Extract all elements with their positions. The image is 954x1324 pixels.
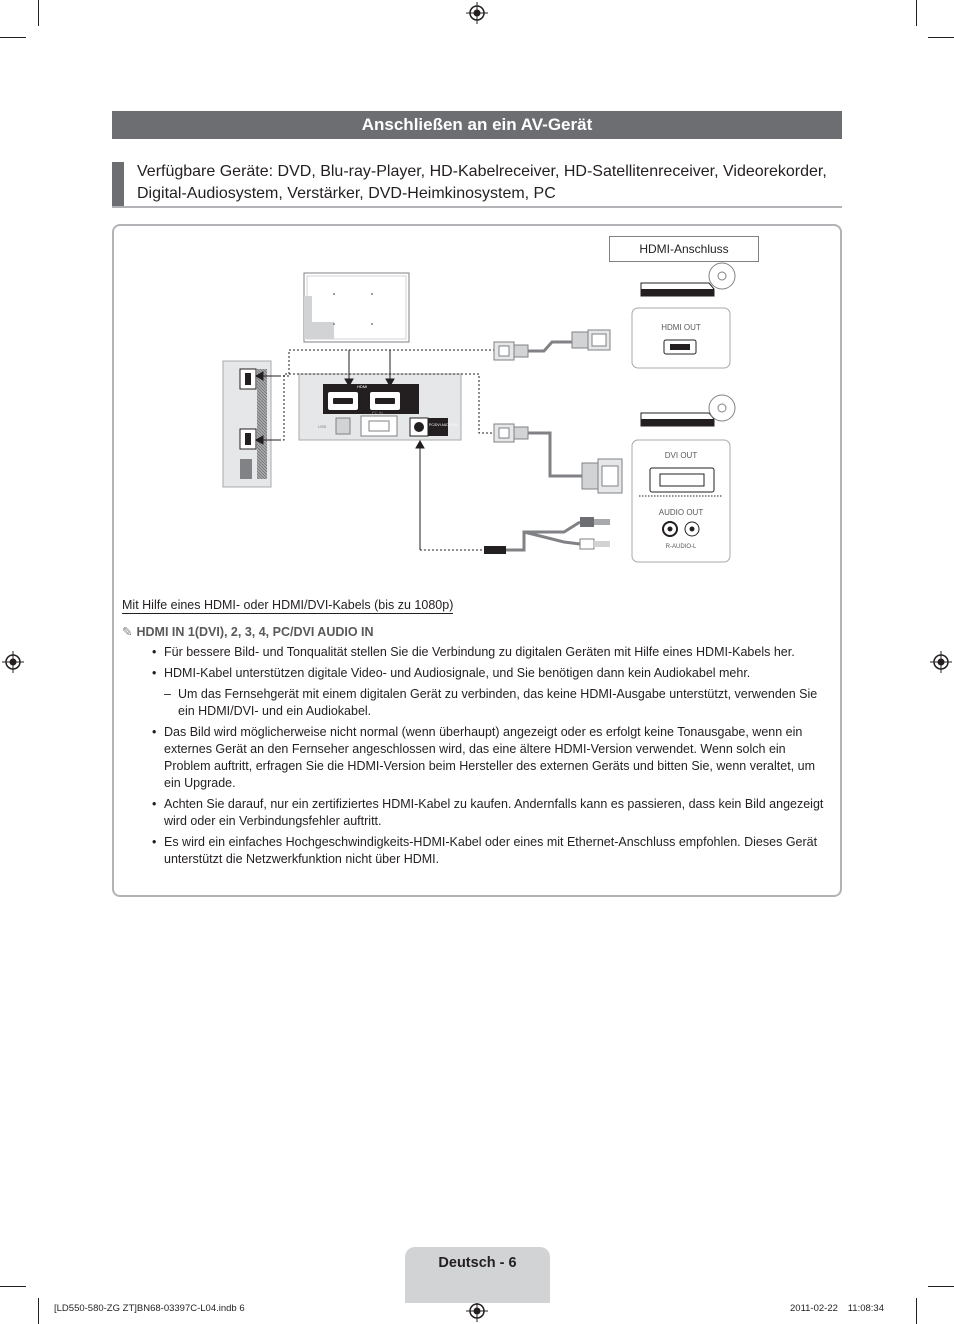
audio-rl-label: R-AUDIO-L (665, 544, 697, 550)
connection-diagram (114, 226, 840, 586)
pencil-icon: ✎ (122, 625, 133, 639)
available-devices-text: Verfügbare Geräte: DVD, Blu-ray-Player, HD-Kabelreceiver, HD-Satellitenreceiver, Videorekorder, Digital-Audiosystem, Verstärker, DVD-Heimkinosystem, PC (137, 163, 827, 202)
crop-mark (928, 37, 954, 38)
list-item: • Für bessere Bild- und Tonqualität stellen Sie die Verbindung zu digitalen Geräten mit Hilfe eines HDMI-Kabels her. (152, 644, 832, 661)
file-info: [LD550-580-ZG ZT]BN68-03397C-L04.indb 6 (54, 1303, 245, 1314)
tv-side-panel (223, 361, 271, 487)
list-item: • Es wird ein einfaches Hochgeschwindigkeits-HDMI-Kabel oder eines mit Ethernet-Anschluss empfohlen. Dieses Gerät unterstützt die Netzwerkfunktion nicht über HDMI. (152, 834, 832, 868)
crop-mark (0, 1286, 26, 1287)
cable-caption (122, 598, 453, 612)
dvd-player-icon-1 (641, 263, 735, 296)
registration-mark-icon (2, 651, 24, 673)
cable-caption-text: Mit Hilfe eines HDMI- oder HDMI/DVI-Kabels (bis zu 1080p) (122, 598, 454, 612)
crop-mark (916, 0, 917, 26)
registration-mark-icon (930, 651, 952, 673)
crop-mark (38, 1298, 39, 1324)
hdmi-out-label: HDMI OUT (661, 323, 701, 332)
crop-mark (0, 37, 26, 38)
hdmi-dvi-cable (494, 424, 622, 493)
bullet-list (152, 644, 832, 872)
tv-usb-label: USB (318, 424, 327, 429)
audio-out-label: AUDIO OUT (658, 508, 704, 517)
crop-mark (928, 1286, 954, 1287)
print-timestamp: 2011-02-22 11:08:34 (790, 1303, 884, 1314)
sub-list-item: – Um das Fernsehgerät mit einem digitalen Gerät zu verbinden, das keine HDMI-Ausgabe unterstützt, verwenden Sie ein HDMI/DVI- und ein Audiokabel. (152, 686, 832, 720)
list-item: • Achten Sie darauf, nur ein zertifiziertes HDMI-Kabel zu kaufen. Andernfalls kann es passieren, dass kein Bild angezeigt wird oder ein Verbindungsfehler auftritt. (152, 796, 832, 830)
tv-audio-label: PC/DVI AUDIO IN (429, 423, 458, 427)
crop-mark (38, 0, 39, 26)
tv-hdmi-label: HDMI (357, 384, 368, 389)
hdmi-connection-label: HDMI-Anschluss (609, 236, 759, 262)
dvd-player-icon-2 (641, 395, 735, 426)
tv-rear-panel (299, 374, 461, 440)
hdmi-out-port-box (632, 308, 730, 368)
heading-accent-bar (112, 162, 124, 206)
registration-mark-icon (466, 1300, 488, 1322)
registration-mark-icon (466, 2, 488, 24)
section-title: Anschließen an ein AV-Gerät (112, 111, 842, 139)
crop-mark (916, 1298, 917, 1324)
tv-back-icon (304, 273, 409, 342)
page-number-tab: Deutsch - 6 (405, 1247, 550, 1303)
content-panel (112, 224, 842, 897)
port-note (122, 624, 374, 639)
dvi-out-label: DVI OUT (664, 451, 698, 460)
audio-cable (484, 517, 610, 554)
available-devices-heading (112, 162, 842, 208)
port-note-text: HDMI IN 1(DVI), 2, 3, 4, PC/DVI AUDIO IN (136, 625, 374, 639)
list-item: • HDMI-Kabel unterstützen digitale Video- und Audiosignale, und Sie benötigen dann kein Audiokabel mehr. (152, 665, 832, 682)
tv-pc-label: PC IN (372, 410, 383, 415)
hdmi-cable-1 (494, 330, 610, 360)
list-item: • Das Bild wird möglicherweise nicht normal (wenn überhaupt) angezeigt oder es erfolgt keine Tonausgabe, wenn ein externes Gerät an den Fernseher angeschlossen wird, das eine ältere HDMI-Version verwendet. Wenn solch ein Problem auftritt, erfragen Sie die HDMI-Version beim Hersteller des externen Geräts und bitten Sie, wenn veraltet, um ein Upgrade. (152, 724, 832, 792)
